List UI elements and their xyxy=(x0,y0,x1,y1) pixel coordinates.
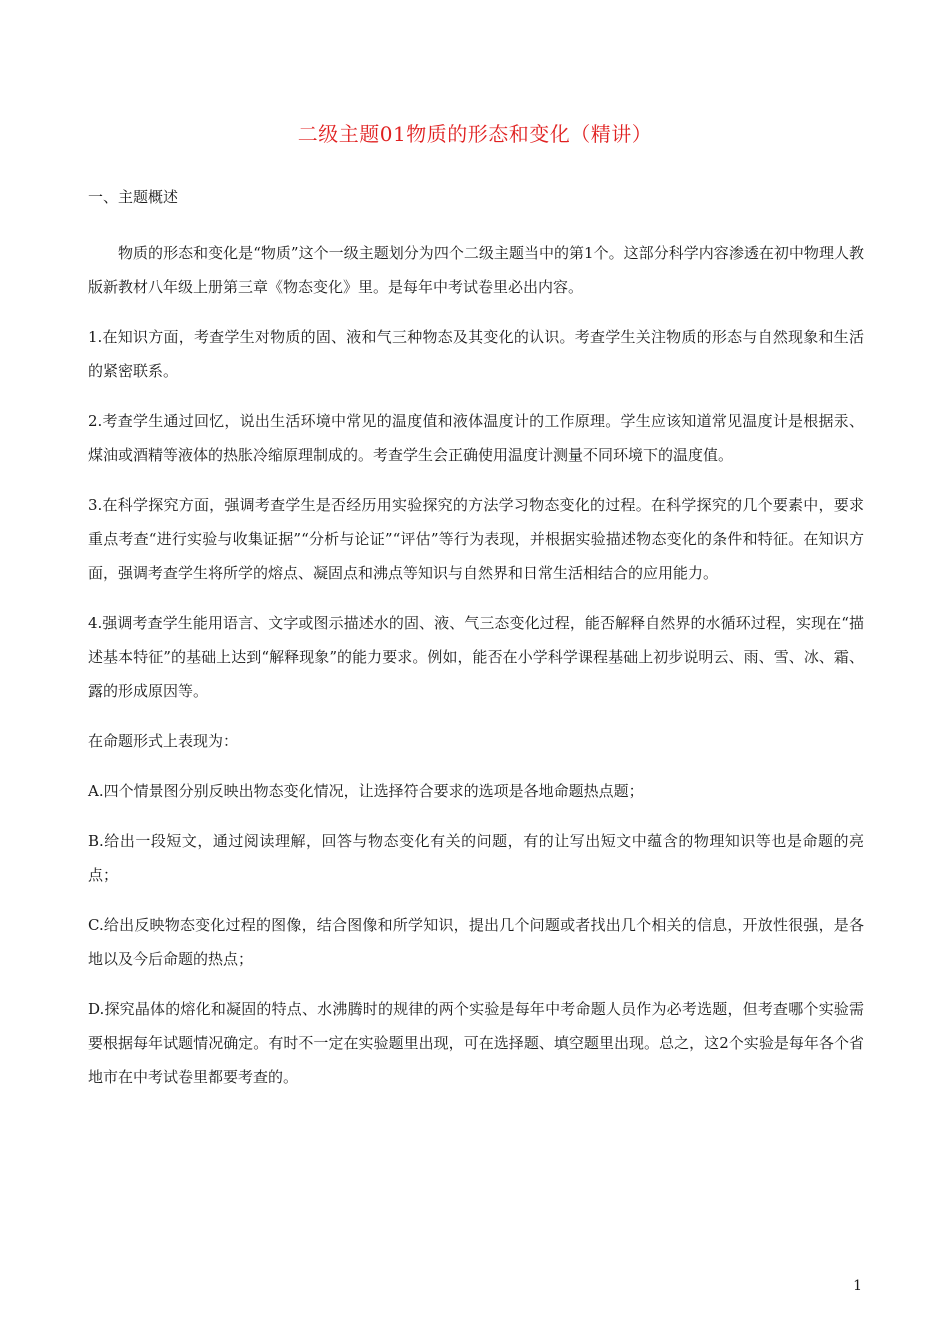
form-a-paragraph: A.四个情景图分别反映出物态变化情况，让选择符合要求的选项是各地命题热点题； xyxy=(88,782,644,800)
form-d-paragraph: D.探究晶体的熔化和凝固的特点、水沸腾时的规律的两个实验是每年中考命题人员作为必考选题，但考查哪个实验需要根据每年试题情况确定。有时不一定在实验题里出现，可在选择题、填空题里出现。总之，这2个实验是每年各个省地市在中考试卷里都要考查的。 xyxy=(88,1000,864,1086)
section-heading: 一、主题概述 xyxy=(88,188,179,206)
document-title: 二级主题01物质的形态和变化（精讲） xyxy=(297,122,653,146)
form-b-paragraph: B.给出一段短文，通过阅读理解，回答与物态变化有关的问题，有的让写出短文中蕴含的物理知识等也是命题的亮点； xyxy=(88,832,864,884)
forms-intro-paragraph: 在命题形式上表现为： xyxy=(88,732,239,750)
point-1-paragraph: 1.在知识方面，考查学生对物质的固、液和气三种物态及其变化的认识。考查学生关注物质的形态与自然现象和生活的紧密联系。 xyxy=(88,328,864,380)
point-3-paragraph: 3.在科学探究方面，强调考查学生是否经历用实验探究的方法学习物态变化的过程。在科学探究的几个要素中，要求重点考查“进行实验与收集证据”“分析与论证”“评估”等行为表现，并根据实验描述物态变化的条件和特征。在知识方面，强调考查学生将所学的熔点、凝固点和沸点等知识与自然界和日常生活相结合的应用能力。 xyxy=(88,496,864,582)
point-2-paragraph: 2.考查学生通过回忆，说出生活环境中常见的温度值和液体温度计的工作原理。学生应该知道常见温度计是根据汞、煤油或酒精等液体的热胀冷缩原理制成的。考查学生会正确使用温度计测量不同环境下的温度值。 xyxy=(88,412,864,464)
document-body xyxy=(88,236,864,1110)
intro-paragraph: 物质的形态和变化是“物质”这个一级主题划分为四个二级主题当中的第1个。这部分科学内容渗透在初中物理人教版新教材八年级上册第三章《物态变化》里。是每年中考试卷里必出内容。 xyxy=(88,244,864,296)
point-4-paragraph: 4.强调考查学生能用语言、文字或图示描述水的固、液、气三态变化过程，能否解释自然界的水循环过程，实现在“描述基本特征”的基础上达到“解释现象”的能力要求。例如，能否在小学科学课程基础上初步说明云、雨、雪、冰、霜、露的形成原因等。 xyxy=(88,614,864,700)
form-c-paragraph: C.给出反映物态变化过程的图像，结合图像和所学知识，提出几个问题或者找出几个相关的信息，开放性很强，是各地以及今后命题的热点； xyxy=(88,916,864,968)
page-number: 1 xyxy=(853,1278,862,1294)
